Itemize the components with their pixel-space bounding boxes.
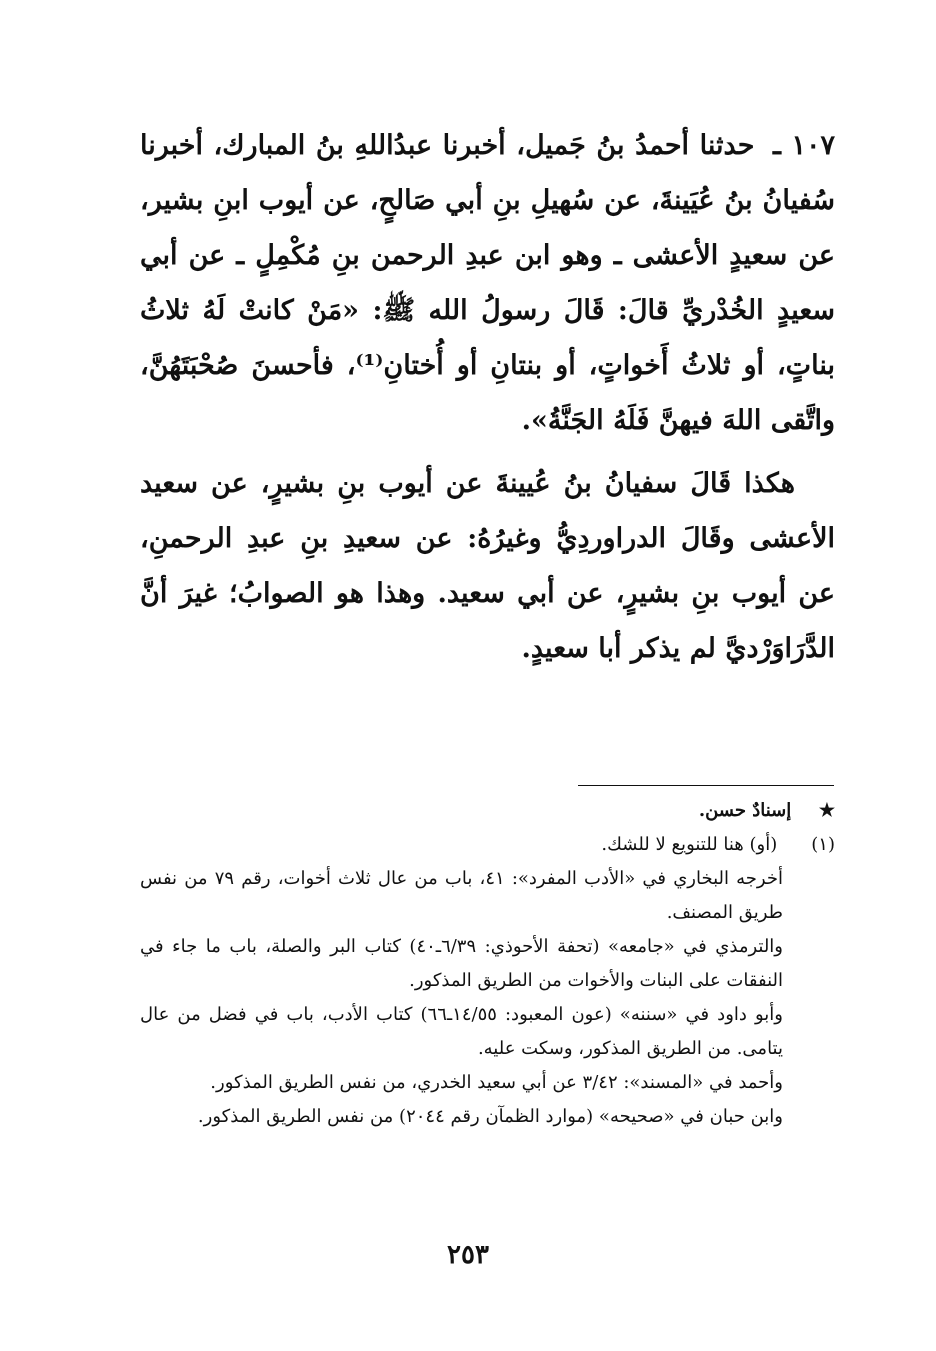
footnote-1-marker: (١) [811, 834, 835, 855]
hadith-number: ١٠٧ ـ [773, 130, 836, 161]
hadith-paragraph [140, 118, 835, 448]
footnote-1 [140, 828, 835, 862]
star-marker: ★ [818, 800, 835, 821]
takhrij-list [140, 862, 783, 1134]
main-text-block [140, 118, 835, 676]
isnad-grade: إسنادٌ حسن. [698, 800, 792, 821]
footnote-divider [578, 785, 834, 786]
takhrij-ibn-hibban: وابن حبان في «صحيحه» (موارد الظمآن رقم ٢٠٤٤) من نفس الطريق المذكور. [197, 1106, 783, 1127]
commentary-paragraph: هكذا قَالَ سفيانُ بنُ عُيينةَ عن أيوب بنِ بشيرٍ، عن سعيد الأعشى وقَالَ الدراوردِيُّ وغيرُهُ: عن سعيدِ بنِ عبدِ الرحمنِ، عن أيوب بنِ بشيرٍ، عن أبي سعيد. وهذا هو الصوابُ؛ غيرَ أنَّ الدَّرَاوَرْديَّ لم يذكر أبا سعيدٍ. [140, 468, 835, 664]
hadith-text: حدثنا أحمدُ بنُ جَميل، أخبرنا عبدُاللهِ بنُ المبارك، أخبرنا سُفيانُ بنُ عُيَينةَ، عن سُهيلِ بنِ أبي صَالحٍ، عن أيوب ابنِ بشير، عن سعيدٍ الأعشى ـ وهو ابن عبدِ الرحمن بنِ مُكْمِلٍ ـ عن أبي سعيدٍ الخُدْريِّ قالَ: قَالَ رسولُ الله ﷺ: «مَنْ كانتْ لَهُ ثلاثُ بناتٍ، أو ثلاثُ أَخواتٍ، أو بنتانِ أو أُختانِ⁽¹⁾، فأحسنَ صُحْبَتَهُنَّ، واتَّقى اللهَ فيهنَّ فَلَهُ الجَنَّةُ». [140, 130, 835, 436]
takhrij-ahmad: وأحمد في «المسند»: ٣/٤٢ عن أبي سعيد الخدري، من نفس الطريق المذكور. [210, 1072, 783, 1093]
footnote-star [140, 794, 835, 828]
footnotes-block [140, 794, 835, 1134]
takhrij-tirmidhi: والترمذي في «جامعه» (تحفة الأحوذي: ٦/٣٩ـ٤٠) كتاب البر والصلة، باب ما جاء في النفقات على البنات والأخوات من الطريق المذكور. [140, 936, 783, 991]
footnote-1-text: (أو) هنا للتنويع لا للشك. [601, 834, 778, 855]
page-number: ٢٥٣ [447, 1240, 489, 1270]
takhrij-abu-dawud: وأبو داود في «سننه» (عون المعبود: ١٤/٥٥ـ٦٦) كتاب الأدب، باب في فضل من عال يتامى. من الطريق المذكور، وسكت عليه. [140, 1004, 783, 1059]
takhrij-bukhari: أخرجه البخاري في «الأدب المفرد»: ٤١، باب من عال ثلاث أخوات، رقم ٧٩ من نفس طريق المصنف. [140, 868, 783, 923]
